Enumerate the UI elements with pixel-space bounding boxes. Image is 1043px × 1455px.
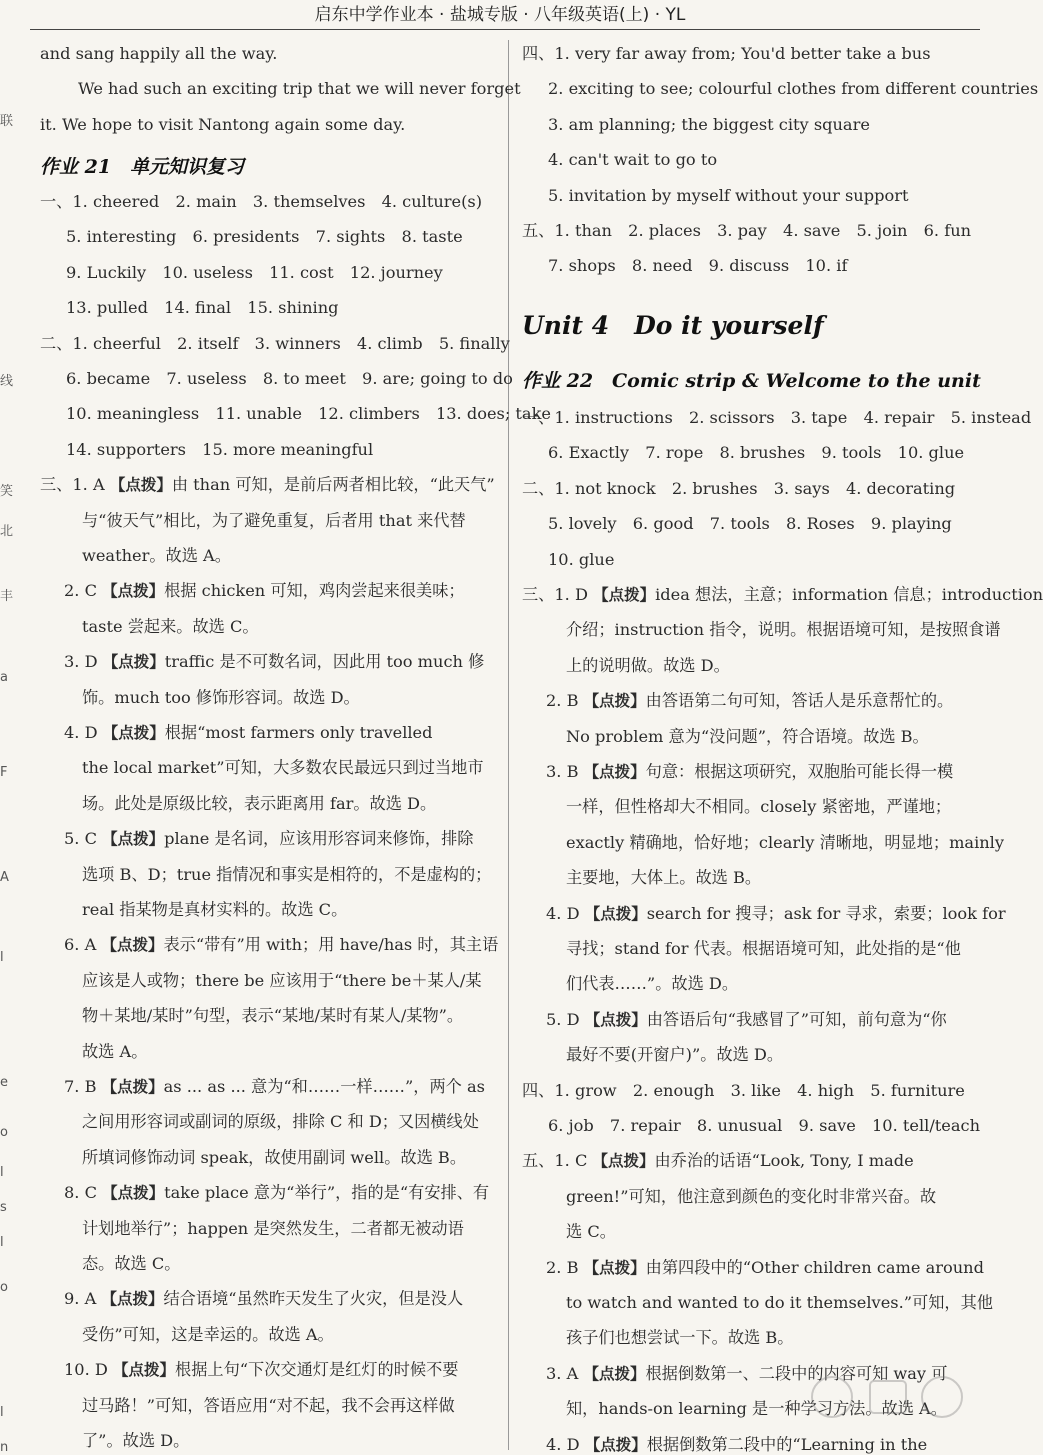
part5-line	[566, 1187, 936, 1207]
prev-part4-line: 3. am planning; the biggest city square	[548, 114, 870, 134]
margin-char: 联	[0, 114, 14, 129]
section-22-title: 作业 22 Comic strip & Welcome to the unit	[522, 370, 981, 392]
part3-line	[64, 1077, 485, 1097]
margin-char: l	[0, 1165, 4, 1180]
hint-text: 过马路！”可知，答语应用“对不起，我不会再这样做	[82, 1395, 455, 1415]
hint-text: as ... as ... 意为“和……一样……”，两个 as	[163, 1077, 485, 1096]
section-21-title: 作业 21 单元知识复习	[40, 156, 245, 178]
hint-text: 由 than 可知，是前后两者相比较，“此天气”	[171, 475, 495, 495]
hint-text: 主要地，大体上。故选 B。	[566, 868, 762, 888]
part1-line: 13. pulled 14. final 15. shining	[66, 298, 339, 318]
answer-number: 4. D	[64, 723, 103, 742]
answer-number: 10. D	[64, 1360, 114, 1380]
part3-line	[82, 511, 466, 531]
part3-line	[40, 475, 495, 495]
intro-line: and sang happily all the way.	[40, 44, 278, 63]
part3-line	[82, 546, 231, 566]
part5-line	[566, 1328, 793, 1348]
part3-line	[566, 1045, 783, 1065]
answer-number: 6. A	[64, 935, 102, 955]
part1-line: 一、1. cheered 2. main 3. themselves 4. culture(s)	[40, 192, 483, 211]
margin-char: e	[0, 1075, 8, 1090]
hint-text: 由乔治的话语“Look, Tony, I made	[654, 1151, 914, 1171]
part3-line	[566, 727, 929, 747]
part3-line	[82, 1148, 466, 1168]
hint-tag: 【点拨】	[102, 830, 165, 849]
part3-line	[82, 900, 347, 920]
part3-line	[82, 688, 360, 708]
part1-line: 5. interesting 6. presidents 7. sights 8. taste	[66, 227, 463, 247]
part3-line	[566, 620, 1001, 640]
prev-part5-line: 7. shops 8. need 9. discuss 10. if	[548, 256, 848, 276]
hint-text: taste 尝起来。故选 C。	[82, 616, 259, 636]
hint-text: 由答语后句“我感冒了”可知，前句意为“你	[646, 1009, 947, 1029]
page-header	[0, 0, 1000, 32]
hint-text: 表示“带有”用 with；用 have/has 时，其主语	[163, 935, 499, 955]
answer-number: 9. A	[64, 1289, 102, 1309]
answer-number: 3. D	[64, 652, 103, 672]
hint-text: 根据倒数第一、二段中的内容可知 way 可	[645, 1363, 948, 1383]
header-title: 启东中学作业本 · 盐城专版 · 八年级英语(上) · YL	[314, 5, 686, 25]
part5-line	[546, 1258, 984, 1278]
margin-char: F	[0, 765, 8, 780]
hint-text: 根据倒数第二段中的“Learning in the	[646, 1434, 928, 1454]
answer-number: 3. B	[546, 762, 584, 781]
answer-number: 8. C	[64, 1183, 103, 1203]
hint-text: the local market”可知，大多数农民最远只到过当地市	[82, 758, 484, 778]
hint-text: 知，hands-on learning 是一种学习方法。故选 A。	[566, 1399, 947, 1419]
hint-text: idea 想法，主意；information 信息；introduction	[655, 585, 1043, 604]
part1-line: 6. Exactly 7. rope 8. brushes 9. tools 10. glue	[548, 443, 965, 463]
prev-part5-line: 五、1. than 2. places 3. pay 4. save 5. join 6. fun	[522, 221, 972, 240]
answer-number: 三、1. D	[522, 585, 594, 604]
hint-tag: 【点拨】	[592, 1152, 655, 1171]
prev-part4-line: 5. invitation by myself without your support	[548, 185, 909, 205]
hint-text: 结合语境“虽然昨天发生了火灾，但是没人	[163, 1289, 464, 1309]
hint-text: 所填词修饰动词 speak，故使用副词 well。故选 B。	[82, 1147, 467, 1167]
answer-number: 5. C	[64, 829, 103, 849]
hint-text: 物＋某地/某时”句型，表示“某地/某时有某人/某物”。	[82, 1006, 464, 1026]
part3-line	[82, 1254, 180, 1274]
hint-text: 了”。故选 D。	[82, 1431, 190, 1450]
hint-tag: 【点拨】	[101, 1290, 164, 1309]
hint-text: traffic 是不可数名词，因此用 too much 修	[164, 652, 485, 672]
hint-text: 态。故选 C。	[82, 1254, 181, 1273]
hint-text: 故选 A。	[82, 1041, 148, 1061]
margin-char: 丰	[0, 589, 14, 604]
part3-line	[566, 797, 951, 817]
part3-line	[546, 1010, 947, 1030]
part3-line	[546, 691, 953, 711]
left-margin-strip	[0, 40, 14, 1455]
part3-line	[82, 1396, 455, 1416]
hint-tag: 【点拨】	[584, 1010, 647, 1029]
hint-tag: 【点拨】	[584, 904, 647, 923]
part3-line	[82, 1219, 464, 1239]
hint-text: 应该是人或物；there be 应该用于“there be＋某人/某	[82, 970, 482, 990]
hint-tag: 【点拨】	[583, 1258, 646, 1277]
hint-tag: 【点拨】	[113, 1361, 176, 1380]
part1-line: 一、1. instructions 2. scissors 3. tape 4. repair 5. instead	[522, 408, 1032, 427]
part3-line	[82, 794, 436, 814]
answer-number: 五、1. C	[522, 1151, 593, 1171]
intro-line: it. We hope to visit Nantong again some day.	[40, 115, 406, 134]
part2-line: 5. lovely 6. good 7. tools 8. Roses 9. playing	[548, 514, 952, 534]
column-divider	[508, 40, 509, 1450]
hint-tag: 【点拨】	[102, 653, 165, 672]
part3-line	[546, 904, 1006, 924]
part5-line	[522, 1151, 914, 1171]
answer-number: 2. B	[546, 691, 584, 711]
hint-text: 选项 B、D；true 指情况和事实是相符的，不是虚构的；	[82, 864, 492, 884]
margin-char: l	[0, 1405, 4, 1420]
part3-line	[64, 723, 433, 743]
prev-part4-line: 2. exciting to see; colourful clothes from different countries	[548, 79, 1039, 99]
part4-line: 6. job 7. repair 8. unusual 9. save 10. tell/teach	[548, 1116, 981, 1135]
hint-tag: 【点拨】	[101, 1078, 164, 1096]
hint-text: 句意：根据这项研究，双胞胎可能长得一模	[645, 762, 954, 781]
answer-number: 4. D	[546, 903, 585, 923]
hint-text: 受伤”可知，这是幸运的。故选 A。	[82, 1324, 334, 1344]
hint-text: 孩子们也想尝试一下。故选 B。	[566, 1328, 794, 1348]
hint-text: 介绍；instruction 指令，说明。根据语境可知，是按照食谱	[566, 620, 1001, 640]
answer-number: 三、1. A	[40, 475, 110, 495]
hint-tag: 【点拨】	[584, 1435, 647, 1454]
part3-line	[566, 868, 761, 888]
part2-line: 10. meaningless 11. unable 12. climbers 13. does; take	[66, 404, 551, 424]
part3-line	[82, 865, 491, 885]
hint-text: 们代表……”。故选 D。	[566, 974, 739, 994]
prev-part4-line: 四、1. very far away from; You'd better take a bus	[522, 44, 931, 63]
part3-line	[82, 617, 259, 637]
part3-line	[64, 829, 473, 849]
hint-tag: 【点拨】	[102, 724, 165, 742]
margin-char: l	[0, 1235, 4, 1250]
hint-text: search for 搜寻；ask for 寻求，索要；look for	[646, 903, 1006, 923]
part3-line	[64, 652, 484, 672]
margin-char: o	[0, 1280, 8, 1295]
hint-text: 计划地举行”；happen 是突然发生，二者都无被动语	[82, 1218, 464, 1238]
hint-text: 由第四段中的“Other children came around	[645, 1257, 984, 1277]
part3-line	[64, 1183, 489, 1203]
prev-part4-line: 4. can't wait to go to	[548, 150, 718, 170]
answer-number: 2. B	[546, 1257, 584, 1277]
part3-line	[82, 1006, 463, 1026]
hint-text: take place 意为“举行”，指的是“有安排、有	[164, 1183, 490, 1203]
part5-line	[566, 1222, 616, 1242]
hint-text: 根据 chicken 可知，鸡肉尝起来很美味；	[164, 581, 465, 601]
hint-text: 饰。much too 修饰形容词。故选 D。	[82, 687, 360, 707]
margin-char: A	[0, 870, 9, 885]
hint-text: 最好不要(开窗户)”。故选 D。	[566, 1045, 784, 1065]
margin-char: 线	[0, 374, 14, 389]
hint-text: 上的说明做。故选 D。	[566, 655, 730, 675]
part3-line	[82, 1325, 334, 1345]
part4-line: 四、1. grow 2. enough 3. like 4. high 5. furniture	[522, 1080, 965, 1100]
hint-text: 一样，但性格却大不相同。closely 紧密地，严谨地；	[566, 797, 952, 817]
hint-text: 寻找；stand for 代表。根据语境可知，此处指的是“他	[566, 939, 961, 958]
part3-line	[64, 1360, 459, 1380]
answer-number: 3. A	[546, 1363, 584, 1383]
hint-text: weather。故选 A。	[82, 546, 231, 565]
hint-tag: 【点拨】	[583, 763, 646, 781]
part2-line: 二、1. cheerful 2. itself 3. winners 4. climb 5. finally	[40, 333, 510, 353]
margin-char: s	[0, 1200, 7, 1215]
part3-line	[546, 762, 953, 782]
hint-tag: 【点拨】	[583, 692, 646, 711]
margin-char: o	[0, 1125, 8, 1140]
part2-line: 14. supporters 15. more meaningful	[66, 439, 374, 459]
answer-number: 7. B	[64, 1077, 102, 1096]
hint-tag: 【点拨】	[101, 936, 164, 955]
hint-tag: 【点拨】	[109, 476, 172, 495]
margin-char: 笑	[0, 484, 14, 499]
part3-line	[82, 1431, 189, 1451]
hint-text: 根据上句“下次交通灯是红灯的时候不要	[175, 1360, 459, 1380]
hint-text: 选 C。	[566, 1222, 616, 1242]
hint-text: 之间用形容词或副词的原级，排除 C 和 D；又因横线处	[82, 1112, 479, 1132]
part3-line	[566, 974, 738, 994]
part3-line	[566, 939, 961, 959]
part3-line	[82, 1042, 147, 1062]
intro-line: We had such an exciting trip that we will never forget	[78, 79, 521, 98]
hint-text: 根据“most farmers only travelled	[164, 723, 433, 742]
hint-tag: 【点拨】	[593, 586, 656, 604]
part3-line	[64, 581, 465, 601]
hint-text: 场。此处是原级比较，表示距离用 far。故选 D。	[82, 793, 437, 813]
hint-text: green!”可知，他注意到颜色的变化时非常兴奋。故	[566, 1186, 937, 1206]
part3-line	[522, 585, 1043, 605]
margin-char: n	[0, 1440, 9, 1455]
hint-tag: 【点拨】	[102, 1184, 165, 1203]
watermark-logo	[792, 1365, 992, 1445]
part3-line	[566, 656, 730, 676]
answer-number: 5. D	[546, 1009, 585, 1029]
hint-tag: 【点拨】	[102, 582, 165, 601]
unit-title: Unit 4 Do it yourself	[522, 311, 824, 340]
part3-line	[566, 833, 1004, 853]
hint-text: real 指某物是真材实料的。故选 C。	[82, 900, 348, 919]
part3-line	[82, 758, 484, 778]
part3-line	[82, 971, 482, 991]
part3-line	[64, 935, 498, 955]
hint-text: plane 是名词，应该用形容词来修饰，排除	[164, 829, 474, 849]
margin-char: 北	[0, 524, 14, 539]
margin-char: a	[0, 670, 8, 685]
hint-text: No problem 意为“没问题”，符合语境。故选 B。	[566, 726, 929, 746]
part2-line: 二、1. not knock 2. brushes 3. says 4. decorating	[522, 478, 956, 498]
hint-text: 与“彼天气”相比，为了避免重复，后者用 that 来代替	[82, 510, 466, 530]
answer-number: 4. D	[546, 1434, 585, 1454]
part2-line: 6. became 7. useless 8. to meet 9. are; going to do	[66, 369, 513, 388]
answer-number: 2. C	[64, 581, 103, 601]
hint-text: to watch and wanted to do it themselves.”可知，其他	[566, 1293, 993, 1312]
part5-line	[566, 1293, 993, 1313]
header-rule	[30, 29, 980, 30]
hint-text: 由答语第二句可知，答话人是乐意帮忙的。	[645, 691, 954, 711]
margin-char: l	[0, 950, 4, 965]
part3-line	[64, 1289, 463, 1309]
hint-text: exactly 精确地，恰好地；clearly 清晰地，明显地；mainly	[566, 832, 1005, 852]
part1-line: 9. Luckily 10. useless 11. cost 12. journey	[66, 262, 443, 282]
part2-line: 10. glue	[548, 549, 615, 569]
part3-line	[82, 1112, 479, 1132]
hint-tag: 【点拨】	[583, 1364, 646, 1383]
